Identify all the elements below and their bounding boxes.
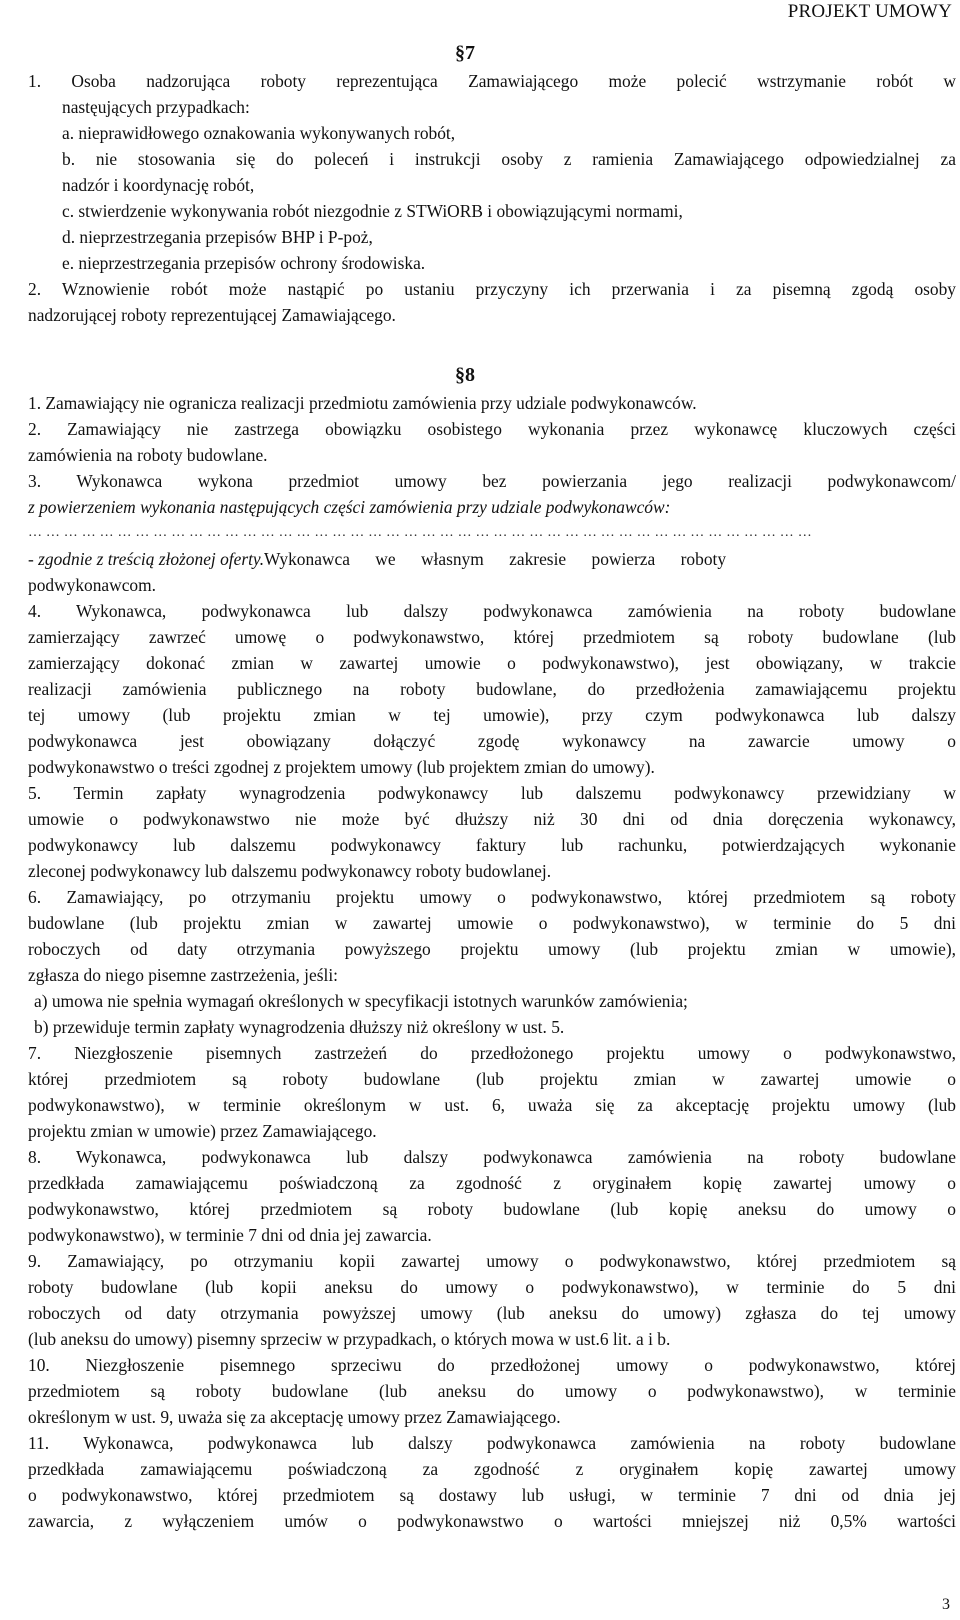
- text-line: tej umowy (lub projektu zmian w tej umowie), przy czym podwykonawca lub dalszy: [28, 705, 956, 725]
- text-line: zleconej podwykonawcy lub dalszemu podwykonawcy roboty budowlanej.: [28, 861, 552, 881]
- text-line: d. nieprzestrzegania przepisów BHP i P-poż,: [62, 227, 373, 247]
- text-line: zgłasza do niego pisemne zastrzeżenia, jeśli:: [28, 965, 338, 985]
- text-line: 5. Termin zapłaty wynagrodzenia podwykonawcy lub dalszemu podwykonawcy przewidziany w: [28, 783, 956, 803]
- text-line: (lub aneksu do umowy) pisemny sprzeciw w przypadkach, o których mowa w ust.6 lit. a i b.: [28, 1329, 671, 1349]
- text-line: umowie o podwykonawstwo nie może być dłuższy niż 30 dni od dnia doręczenia wykonawcy,: [28, 809, 956, 829]
- text-line: 7. Niezgłoszenie pisemnych zastrzeżeń do przedłożonego projektu umowy o podwykonawstwo,: [28, 1043, 956, 1063]
- text-line: podwykonawca jest obowiązany dołączyć zgodę wykonawcy na zawarcie umowy o: [28, 731, 956, 751]
- text-line: przedkłada zamawiającemu poświadczoną za zgodność z oryginałem kopię zawartej umowy: [28, 1459, 956, 1479]
- dotted-fill-line: ……………………………………………………………………………………………………………………: [28, 525, 816, 540]
- text-line: przedmiotem są roboty budowlane (lub aneksu do umowy o podwykonawstwo), w terminie: [28, 1381, 956, 1401]
- text-line: podwykonawcom.: [28, 575, 156, 595]
- italic-text: - zgodnie z treścią złożonej oferty.: [28, 549, 265, 569]
- text-line: podwykonawstwo, której przedmiotem są roboty budowlane (lub kopię aneksu do umowy o: [28, 1199, 956, 1219]
- section-7-heading: §7: [455, 42, 475, 64]
- text-line: 10. Niezgłoszenie pisemnego sprzeciwu do przedłożonej umowy o podwykonawstwo, której: [28, 1355, 956, 1375]
- text-line: 1. Osoba nadzorująca roboty reprezentująca Zamawiającego może polecić wstrzymanie robót w: [28, 71, 956, 91]
- text-line: b) przewiduje termin zapłaty wynagrodzenia dłuższy niż określony w ust. 5.: [34, 1017, 565, 1037]
- text-line: 2. Wznowienie robót może nastąpić po ustaniu przyczyny ich przerwania i za pisemną zgodą osoby: [28, 279, 956, 299]
- text-line: zamówienia na roboty budowlane.: [28, 445, 268, 465]
- text-line: [28, 546, 956, 572]
- text-line: e. nieprzestrzegania przepisów ochrony środowiska.: [62, 253, 426, 273]
- document-header: PROJEKT UMOWY: [787, 1, 952, 22]
- text-line: projektu zmian w umowie) przez Zamawiającego.: [28, 1121, 377, 1141]
- text-line: podwykonawstwo), w terminie określonym w ust. 6, uważa się za akceptację projektu umowy (lub: [28, 1095, 956, 1115]
- text-line: roboty budowlane (lub kopii aneksu do umowy o podwykonawstwo), w terminie do 5 dni: [28, 1277, 956, 1297]
- text-line: nadzorującej roboty reprezentującej Zamawiającego.: [28, 305, 396, 325]
- page-number: 3: [942, 1596, 950, 1613]
- text-line: podwykonawstwo), w terminie 7 dni od dnia jej zawarcia.: [28, 1225, 432, 1245]
- text-line: określonym w ust. 9, uważa się za akceptację umowy przez Zamawiającego.: [28, 1407, 561, 1427]
- text-line: której przedmiotem są roboty budowlane (lub projektu zmian w zawartej umowie o: [28, 1069, 956, 1089]
- text-line: 8. Wykonawca, podwykonawca lub dalszy podwykonawca zamówienia na roboty budowlane: [28, 1147, 956, 1167]
- section-7-body: [28, 68, 956, 328]
- text-line: nadzór i koordynację robót,: [62, 175, 255, 195]
- text-line: zawarcia, z wyłączeniem umów o podwykonawstwo o wartości mniejszej niż 0,5% wartości: [28, 1511, 956, 1531]
- text-line: z powierzeniem wykonania następujących części zamówienia przy udziale podwykonawców:: [28, 497, 671, 517]
- text-line: przedkłada zamawiającemu poświadczoną za zgodność z oryginałem kopię zawartej umowy o: [28, 1173, 956, 1193]
- text-line: 1. Zamawiający nie ogranicza realizacji przedmiotu zamówienia przy udziale podwykonawców.: [28, 393, 697, 413]
- text-line: 9. Zamawiający, po otrzymaniu kopii zawartej umowy o podwykonawstwo, której przedmiotem są: [28, 1251, 956, 1271]
- text-line: 2. Zamawiający nie zastrzega obowiązku osobistego wykonania przez wykonawcę kluczowych części: [28, 419, 956, 439]
- text-line: a) umowa nie spełnia wymagań określonych w specyfikacji istotnych warunków zamówienia;: [34, 991, 688, 1011]
- text-line: roboczych od daty otrzymania powyższej umowy (lub aneksu do umowy) zgłasza do tej umowy: [28, 1303, 956, 1323]
- text-line: budowlane (lub projektu zmian w zawartej umowie o podwykonawstwo), w terminie do 5 dni: [28, 913, 956, 933]
- text-line: 6. Zamawiający, po otrzymaniu projektu umowy o podwykonawstwo, której przedmiotem są roboty: [28, 887, 956, 907]
- text-line: c. stwierdzenie wykonywania robót niezgodnie z STWiORB i obowiązującymi normami,: [62, 201, 683, 221]
- text-line: o podwykonawstwo, której przedmiotem są dostawy lub usługi, w terminie 7 dni od dnia jej: [28, 1485, 956, 1505]
- text-line: realizacji zamówienia publicznego na roboty budowlane, do przedłożenia zamawiającemu projektu: [28, 679, 956, 699]
- section-8-body: [28, 390, 956, 1534]
- text-line: podwykonawstwo o treści zgodnej z projektem umowy (lub projektem zmian do umowy).: [28, 757, 655, 777]
- text-line: zamierzający dokonać zmian w zawartej umowie o podwykonawstwo), jest obowiązany, w trakcie: [28, 653, 956, 673]
- text-line: nastęujących przypadkach:: [62, 97, 250, 117]
- text-span: Wykonawca we własnym zakresie powierza roboty: [264, 549, 727, 569]
- text-line: zamierzający zawrzeć umowę o podwykonawstwo, której przedmiotem są roboty budowlane (lub: [28, 627, 956, 647]
- text-line: b. nie stosowania się do poleceń i instrukcji osoby z ramienia Zamawiającego odpowiedzialnej za: [62, 149, 956, 169]
- text-line: 4. Wykonawca, podwykonawca lub dalszy podwykonawca zamówienia na roboty budowlane: [28, 601, 956, 621]
- section-8-heading: §8: [455, 364, 475, 386]
- text-line: a. nieprawidłowego oznakowania wykonywanych robót,: [62, 123, 456, 143]
- text-line: 11. Wykonawca, podwykonawca lub dalszy podwykonawca zamówienia na roboty budowlane: [28, 1433, 956, 1453]
- text-line: 3. Wykonawca wykona przedmiot umowy bez powierzania jego realizacji podwykonawcom/: [28, 471, 956, 491]
- text-line: roboczych od daty otrzymania powyższego projektu umowy (lub projektu zmian w umowie),: [28, 939, 956, 959]
- text-line: podwykonawcy lub dalszemu podwykonawcy faktury lub rachunku, potwierdzających wykonanie: [28, 835, 956, 855]
